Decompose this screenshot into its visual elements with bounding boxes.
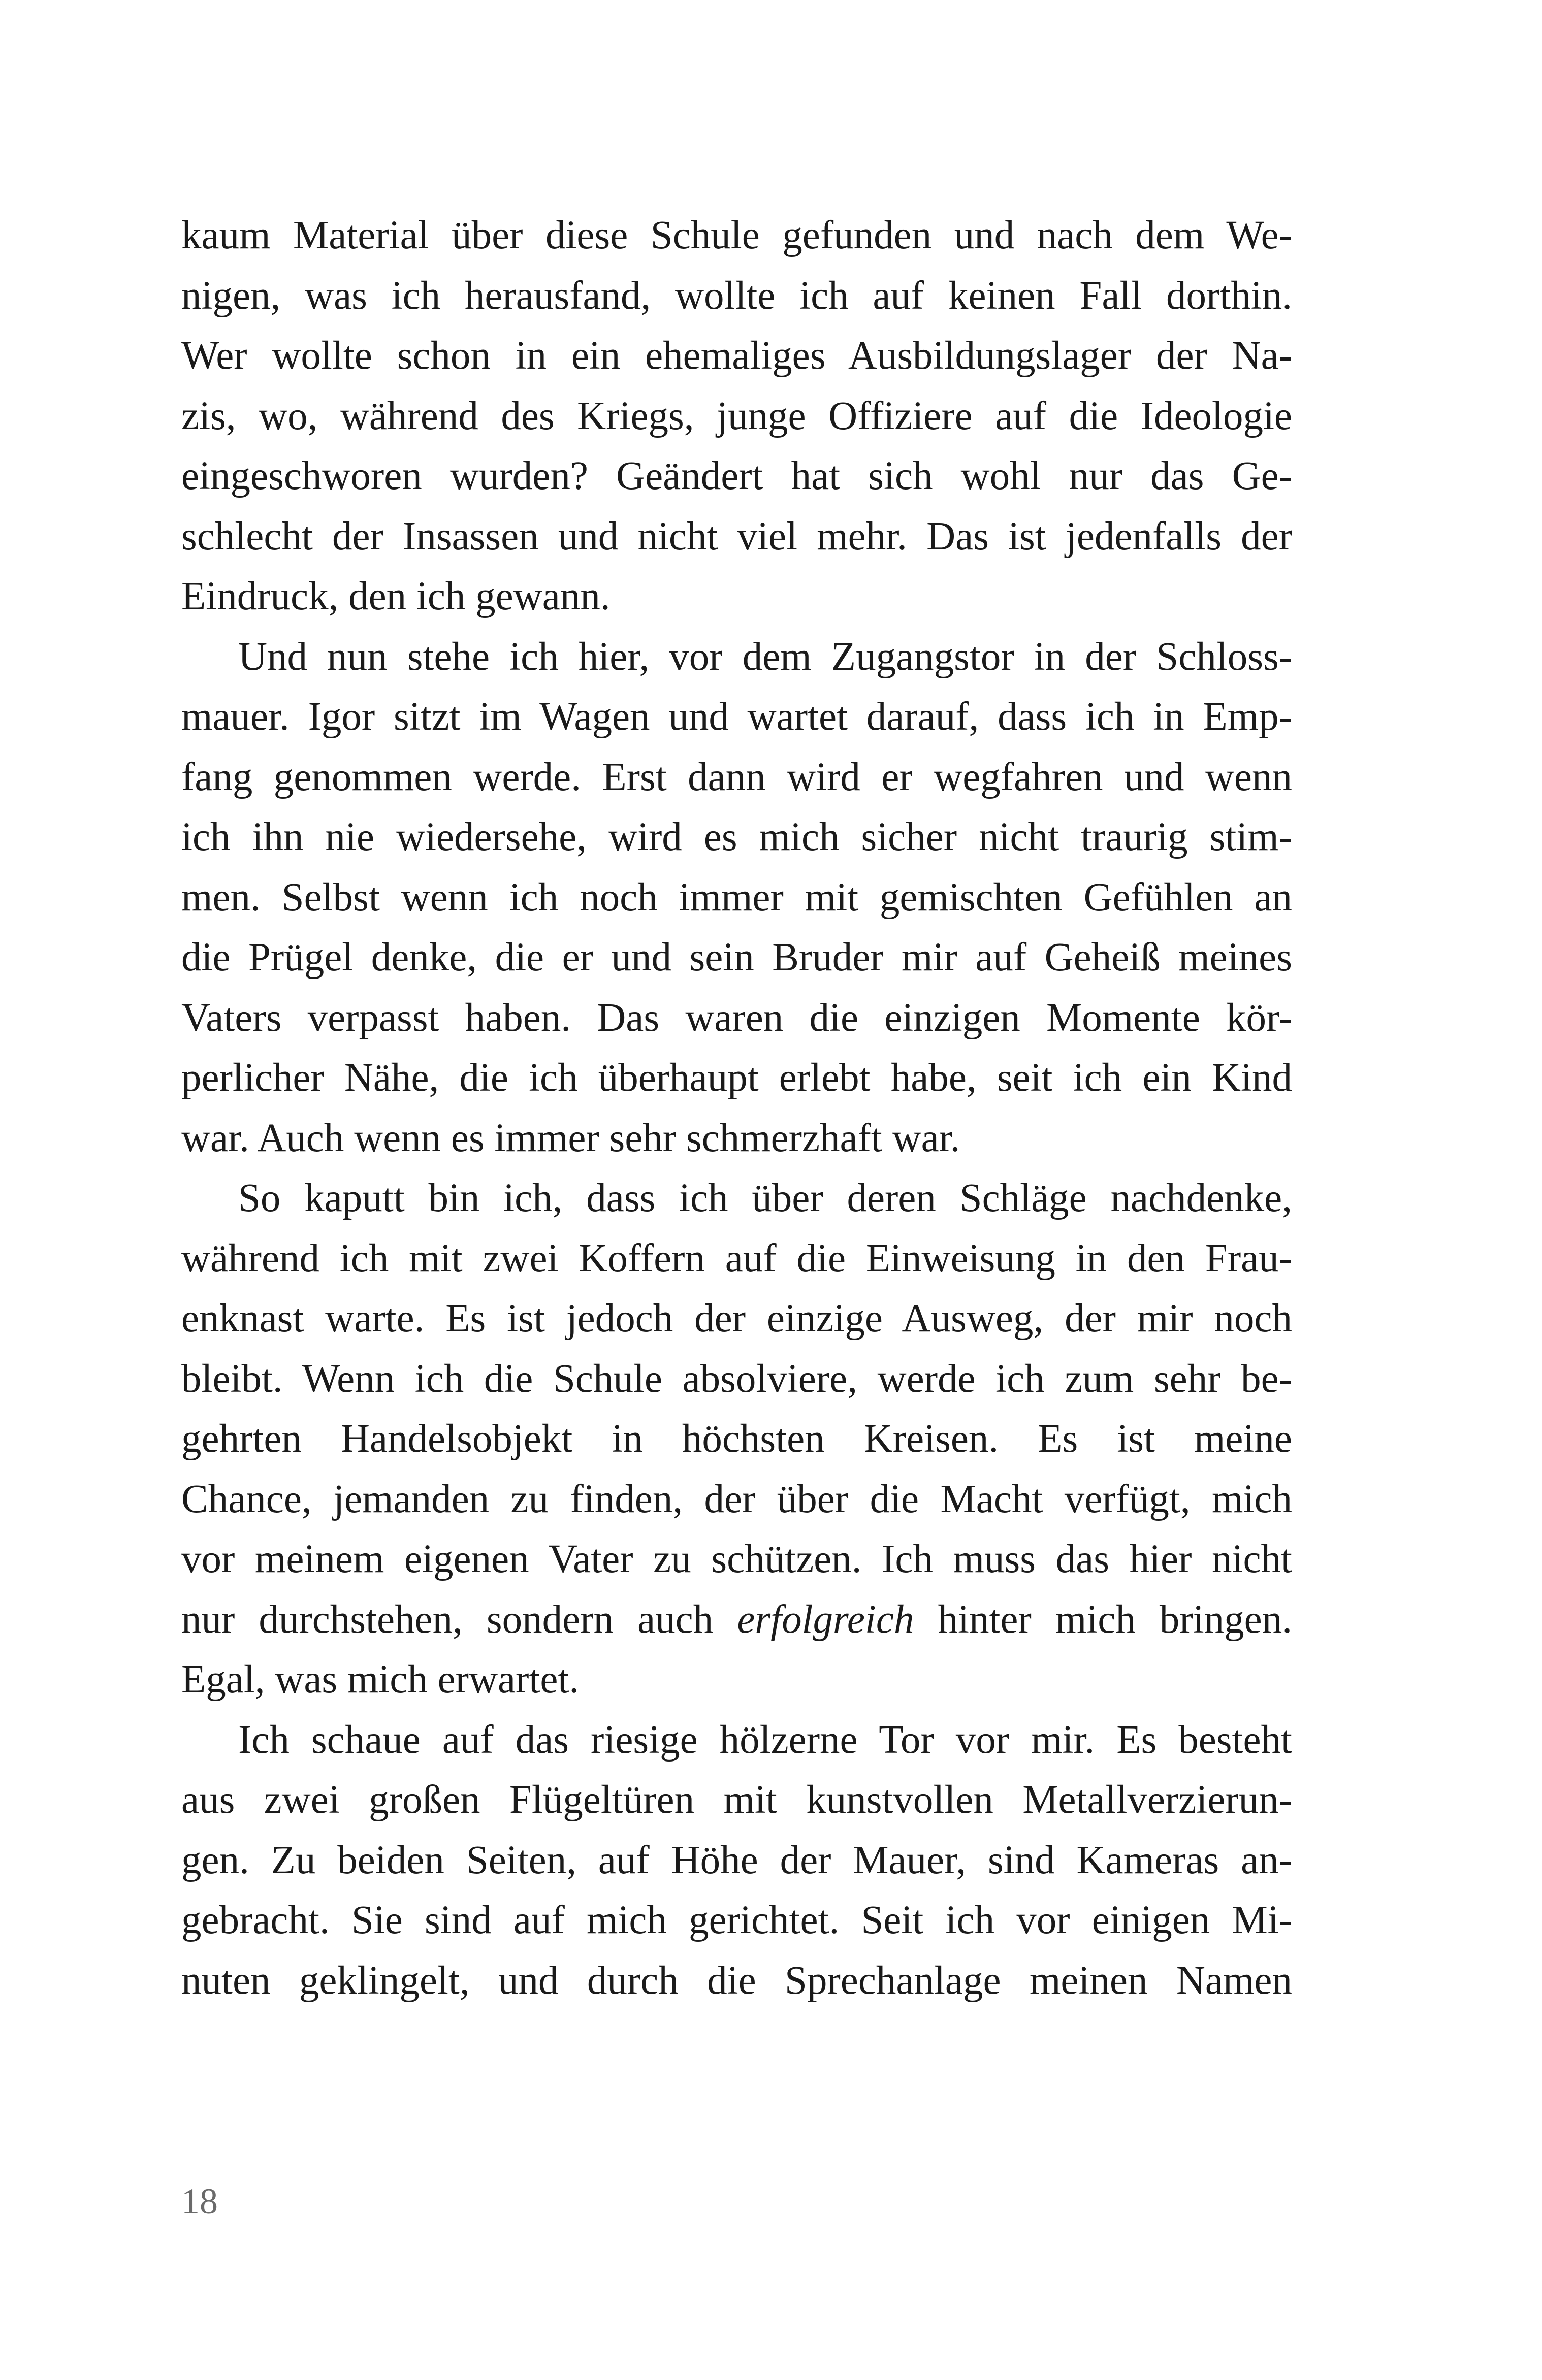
text-line (181, 1590, 1292, 1650)
text-line: enknast warte. Es ist jedoch der einzige Ausweg, der mir noch (181, 1296, 1292, 1341)
text-line: die Prügel denke, die er und sein Bruder mir auf Geheiß meines (181, 935, 1292, 980)
text-line: Eindruck, den ich gewann. (181, 574, 611, 618)
text-line: Und nun stehe ich hier, vor dem Zugangstor in der Schloss- (238, 634, 1292, 679)
text-line: gehrten Handelsobjekt in höchsten Kreisen. Es ist meine (181, 1417, 1292, 1461)
text-line: Egal, was mich erwartet. (181, 1657, 580, 1702)
text-line: nigen, was ich herausfand, wollte ich auf keinen Fall dorthin. (181, 273, 1292, 318)
text-line: gen. Zu beiden Seiten, auf Höhe der Mauer, sind Kameras an- (181, 1838, 1292, 1882)
text-line: eingeschworen wurden? Geändert hat sich wohl nur das Ge- (181, 454, 1292, 498)
text-segment: hinter mich bringen. (914, 1597, 1292, 1642)
text-line: schlecht der Insassen und nicht viel mehr. Das ist jedenfalls der (181, 514, 1292, 559)
text-line: aus zwei großen Flügeltüren mit kunstvollen Metallverzierun- (181, 1778, 1292, 1822)
text-line: Vaters verpasst haben. Das waren die einzigen Momente kör- (181, 995, 1292, 1040)
text-line: So kaputt bin ich, dass ich über deren Schläge nachdenke, (238, 1176, 1292, 1220)
text-line: perlicher Nähe, die ich überhaupt erlebt habe, seit ich ein Kind (181, 1056, 1292, 1100)
text-line: zis, wo, während des Kriegs, junge Offiziere auf die Ideologie (181, 394, 1292, 438)
text-line: ich ihn nie wiedersehe, wird es mich sicher nicht traurig stim- (181, 815, 1292, 859)
text-line: men. Selbst wenn ich noch immer mit gemischten Gefühlen an (181, 875, 1292, 920)
text-segment: nur durchstehen, sondern auch (181, 1597, 737, 1642)
text-line: vor meinem eigenen Vater zu schützen. Ich muss das hier nicht (181, 1537, 1292, 1581)
text-line: Wer wollte schon in ein ehemaliges Ausbildungslager der Na- (181, 334, 1292, 378)
text-line: kaum Material über diese Schule gefunden und nach dem We- (181, 213, 1292, 257)
body-text (181, 206, 1292, 2011)
text-line: gebracht. Sie sind auf mich gerichtet. Seit ich vor einigen Mi- (181, 1898, 1292, 1942)
text-line: fang genommen werde. Erst dann wird er wegfahren und wenn (181, 755, 1292, 799)
text-line: war. Auch wenn es immer sehr schmerzhaft war. (181, 1116, 960, 1160)
text-line: bleibt. Wenn ich die Schule absolviere, werde ich zum sehr be- (181, 1356, 1292, 1401)
text-line: Ich schaue auf das riesige hölzerne Tor vor mir. Es besteht (238, 1717, 1292, 1762)
emphasized-word: erfolgreich (737, 1597, 914, 1642)
text-line: nuten geklingelt, und durch die Sprechanlage meinen Namen (181, 1958, 1292, 2003)
page-number: 18 (181, 2181, 218, 2222)
text-line: mauer. Igor sitzt im Wagen und wartet darauf, dass ich in Emp- (181, 695, 1292, 739)
text-line: Chance, jemanden zu finden, der über die Macht verfügt, mich (181, 1477, 1292, 1521)
text-line: während ich mit zwei Koffern auf die Einweisung in den Frau- (181, 1236, 1292, 1281)
